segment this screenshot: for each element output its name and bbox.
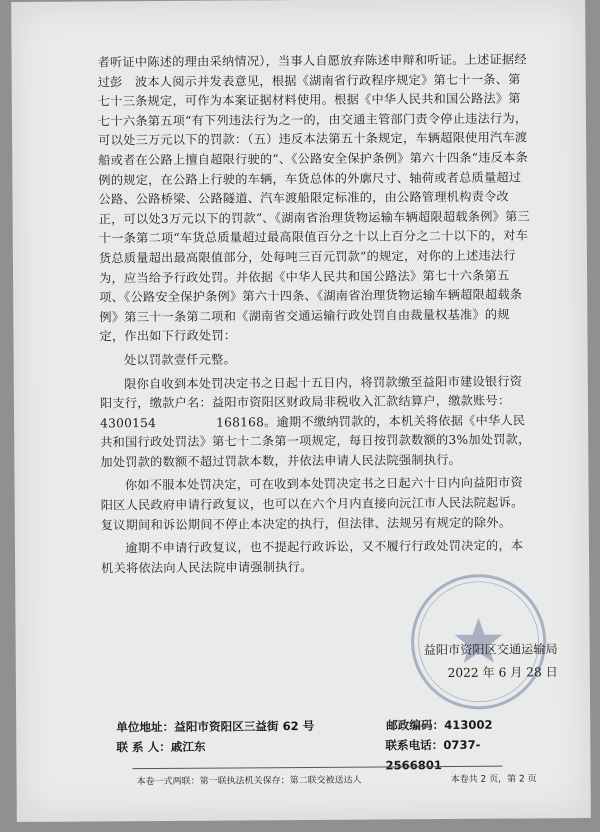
page-indicator: 本卷共 2 页，第 2 页 [450,774,537,785]
penalty-line: 处以罚款壹仟元整。 [123,352,237,368]
issuing-authority: 益阳市资阳区交通运输局 [423,642,558,658]
redaction-block [156,414,216,428]
signature-block [388,638,558,685]
appeal-paragraph: 你如不服本处罚决定，可在收到本处罚决定书之日起六十日内向益阳市资阳区人民政府申请行政复议，也可以在六个月内直接向沅江市人民法院起诉。复议期间和诉讼期间不停止本决定的执行，但法律、法规另有规定的除外。 [100,475,524,533]
postcode-value: 413002 [444,717,493,733]
account-number-tail: 168168 [216,414,265,430]
phone-value: 0737-2566801 [385,737,481,773]
issue-date: 2022 年 6 月 28 日 [447,665,558,680]
address-value: 益阳市资阳区三益街 62 号 [174,718,315,734]
copy-note-row [137,771,537,787]
payment-text-2: 。逾期不缴纳罚款的，本机关将依据《中华人民共和国行政处罚法》第七十二条第一项规定，每日按罚款数额的3%加处罚款，加处罚款的数额不超过罚款本数，并依法申请人民法院强制执行。 [100,413,531,470]
phone-label: 联系电话： [385,738,444,753]
document-page [11,0,591,822]
address-label: 单位地址： [116,719,175,735]
contact-label: 联 系 人： [116,739,171,755]
payment-text-1: 限你自收到本处罚决定书之日起十五日内，将罚款缴至益阳市建设银行资阳支行，缴款户名：益阳市资阳区财政局非税收入汇款结算户，缴款账号： [99,373,523,411]
contact-value: 戚江东 [170,739,206,754]
enforcement-paragraph: 逾期不申请行政复议，也不提起行政诉讼，又不履行行政处罚决定的，本机关将依法向人民法院申请强制执行。 [101,538,524,576]
postcode-label: 邮政编码： [386,718,445,733]
decision-body [98,50,536,578]
account-number-head: 4300154 [100,415,157,431]
payment-paragraph [100,372,535,473]
evidence-and-basis-paragraph: 者听证中陈述的理由采纳情况），当事人自愿放弃陈述申辩和听证。上述证据经过彭 波本人阅示并发表意见，根据《湖南省行政程序规定》第七十一条、第七十三条规定，可作为本案证据材料使用。根据《中华人民共和国公路法》第七十六条第五项“有下列违法行为之一的，由交通主管部门责令停止违法行为，可以处三万元以下的罚款：（五）违反本法第五十条规定，车辆超限使用汽车渡船或者在公路上擅自超限行驶的”、《公路安全保护条例》第六十四条“违反本条例的规定，在公路上行驶的车辆，车货总体的外廓尺寸、轴荷或者总质量超过公路、公路桥梁、公路隧道、汽车渡船限定标准的，由公路管理机构责令改正，可以处3万元以下的罚款”、《湖南省治理货物运输车辆超限超载条例》第三十一条第二项“车货总质量超过最高限值百分之十以上百分之二十以下的，对车货总质量超出最高限值部分，处每吨三百元罚款”的规定，对你的上述违法行为，应当给予行政处罚。并依据《中华人民共和国公路法》第七十六条第五项、《公路安全保护条例》第六十四条、《湖南省治理货物运输车辆超限超载条例》第三十一条第二项和《湖南省交通运输行政处罚自由裁量权基准》的规定，作出如下行政处罚： [97,52,530,344]
copy-note: 本卷一式两联：第一联执法机关保存；第二联交被送达人 [136,775,362,788]
